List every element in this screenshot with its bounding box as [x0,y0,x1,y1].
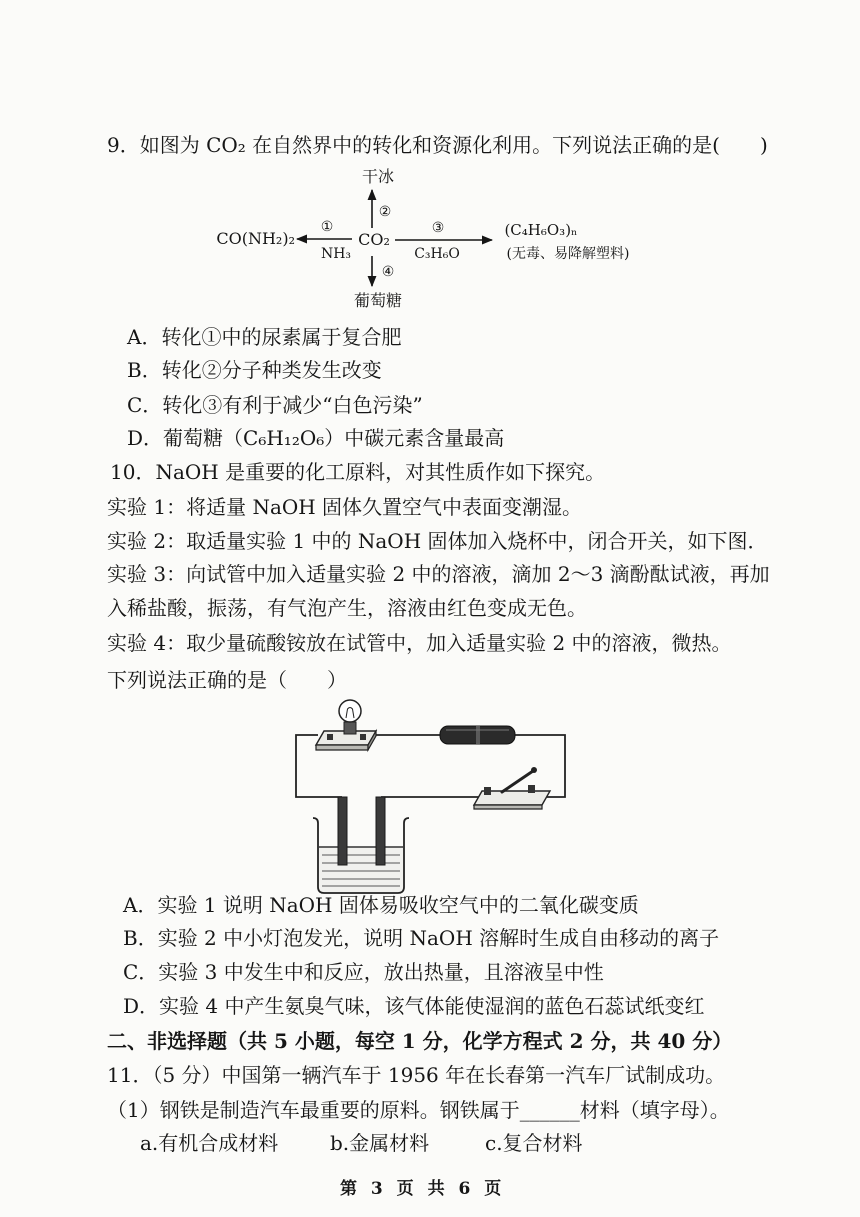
step-2-number: ② [378,204,392,220]
question-9-option-c: C．转化③有利于减少“白色污染” [127,393,423,417]
wire [515,735,565,797]
step-3-number: ③ [431,220,445,236]
step-4-number: ④ [381,264,395,280]
question-11-stem: 11．（5 分）中国第一辆汽车于 1956 年在长春第一汽车厂试制成功。 [107,1063,726,1087]
bulb-socket [344,722,356,734]
question-10-option-b: B．实验 2 中小灯泡发光，说明 NaOH 溶解时生成自由移动的离子 [123,926,720,950]
choice-a: a.有机合成材料 [140,1131,279,1155]
plastic-note-label: (无毒、易降解塑料) [506,246,630,262]
glucose-label: 葡萄糖 [353,291,403,310]
switch-knob [531,767,537,773]
experiment-line: 实验 2：取适量实验 1 中的 NaOH 固体加入烧杯中，闭合开关，如下图． [107,529,768,553]
question-9-option-a: A．转化①中的尿素属于复合肥 [127,325,402,349]
experiment-line: 实验 1：将适量 NaOH 固体久置空气中表面变潮湿。 [107,495,583,519]
electrode-left [338,797,347,865]
choice-b: b.金属材料 [330,1131,430,1155]
question-11-part-1: （1）钢铁是制造汽车最重要的原料。钢铁属于______材料（填字母）。 [107,1098,730,1122]
question-10-option-a: A．实验 1 说明 NaOH 固体易吸收空气中的二氧化碳变质 [123,893,639,917]
question-9-option-d: D．葡萄糖（C₆H₁₂O₆）中碳元素含量最高 [127,426,505,450]
circuit-diagram [280,695,580,900]
light-bulb [339,700,361,722]
question-9-stem: 9．如图为 CO₂ 在自然界中的转化和资源化利用。下列说法正确的是( ) [107,133,768,157]
switch [474,785,550,809]
page-number: 第 3 页 共 6 页 [340,1179,503,1199]
co2-label: CO₂ [358,230,390,249]
urea-label: CO(NH₂)₂ [216,229,295,248]
plastic-formula-label: (C₄H₆O₃)ₙ [504,221,578,239]
step-3-reagent: C₃H₆O [414,246,460,262]
experiment-line: 实验 4：取少量硫酸铵放在试管中，加入适量实验 2 中的溶液，微热。 [107,631,732,655]
section-heading: 二、非选择题（共 5 小题，每空 1 分，化学方程式 2 分，共 40 分） [107,1029,733,1053]
question-10-option-c: C．实验 3 中发生中和反应，放出热量，且溶液呈中性 [123,960,604,984]
question-10-stem: 10．NaOH 是重要的化工原料，对其性质作如下探究。 [110,460,606,484]
co2-conversion-diagram [200,160,660,315]
dry-ice-label: 干冰 [361,167,395,186]
experiment-line: 实验 3：向试管中加入适量实验 2 中的溶液，滴加 2～3 滴酚酞试液，再加 [107,562,770,586]
question-9-option-b: B．转化②分子种类发生改变 [127,358,382,382]
solution [319,847,403,892]
battery [440,726,515,744]
choice-c: c.复合材料 [485,1131,583,1155]
experiment-line: 入稀盐酸，振荡，有气泡产生，溶液由红色变成无色。 [107,596,587,620]
step-1-number: ① [320,219,334,235]
question-10-prompt: 下列说法正确的是（ ） [107,668,347,692]
electrode-right [376,797,385,865]
question-10-option-d: D．实验 4 中产生氨臭气味，该气体能使湿润的蓝色石蕊试纸变红 [123,994,705,1018]
step-1-reagent: NH₃ [320,246,352,262]
